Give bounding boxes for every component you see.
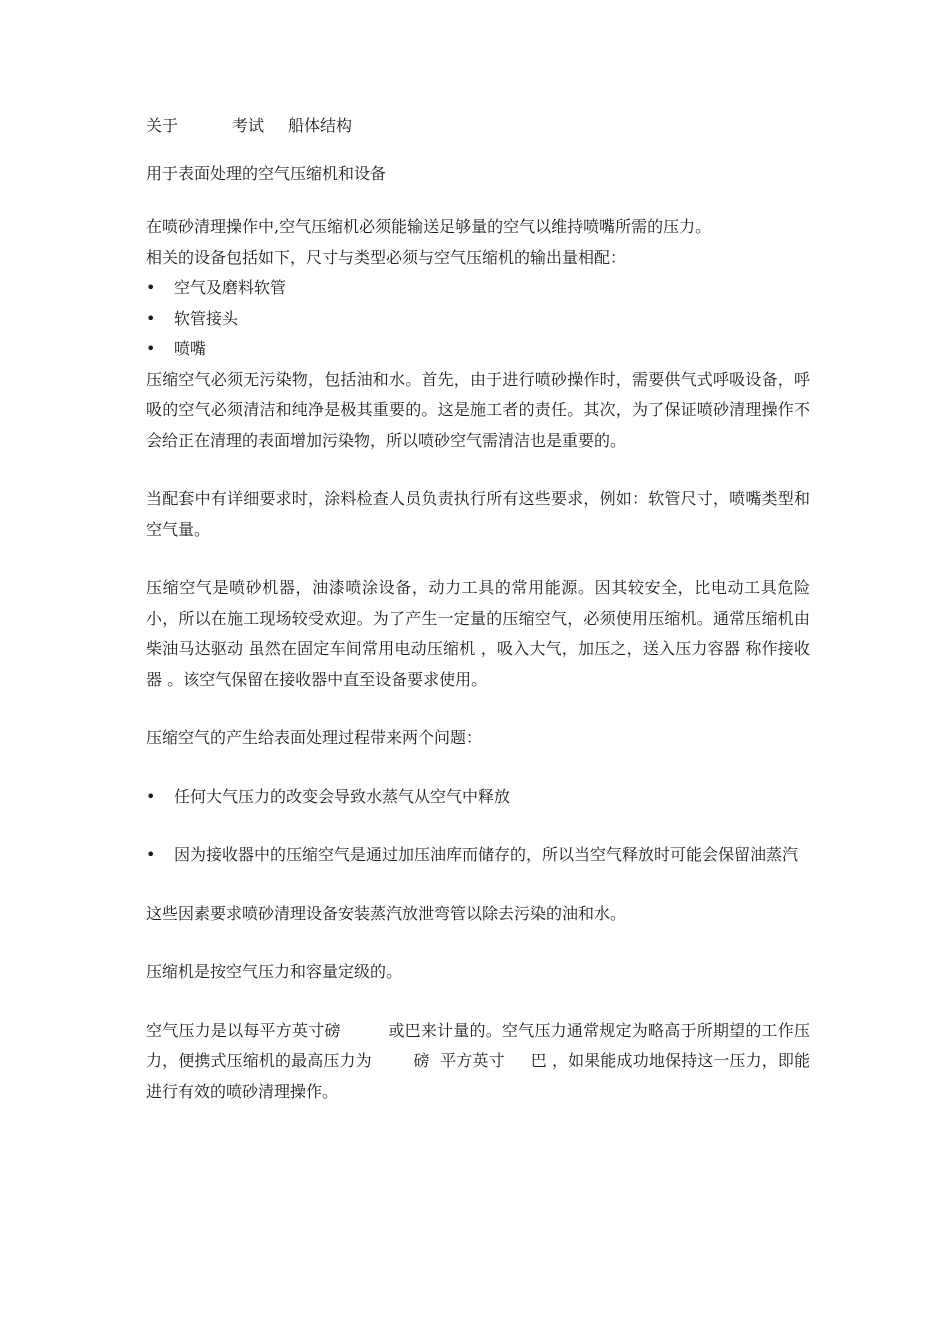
list-item	[146, 273, 810, 304]
paragraph-rating: 压缩机是按空气压力和容量定级的。	[146, 962, 403, 981]
intro-line-1: 在喷砂清理操作中,空气压缩机必须能输送足够量的空气以维持喷嘴所需的压力。	[146, 217, 712, 236]
spacer	[146, 988, 810, 1016]
paragraph-energy: 压缩空气是喷砂机器，油漆喷涂设备，动力工具的常用能源。因其较安全，比电动工具危险小，所以在施工现场较受欢迎。为了产生一定量的压缩空气，必须使用压缩机。通常压缩机由柴油马达驱动 虽然在固定车间常用电动压缩机 ，吸入大气，加压之，送入压力容器 称作接收器 。该空气保留在接收器中直至设备要求使用。	[146, 578, 810, 689]
problem-item-2	[146, 840, 810, 871]
problem-text: 因为接收器中的压缩空气是通过加压油库而储存的，所以当空气释放时可能会保留油蒸汽	[174, 845, 799, 864]
problem-text: 任何大气压力的改变会导致水蒸气从空气中释放	[174, 786, 511, 806]
bullet-icon: •	[146, 308, 156, 328]
bullet-icon: •	[146, 786, 156, 806]
spacer	[146, 456, 810, 484]
paragraph-pressure: 空气压力是以每平方英寸磅 或巴来计量的。空气压力通常规定为略高于所期望的工作压力，便携式压缩机的最高压力为 磅 平方英寸 巴 ，如果能成功地保持这一压力，即能进行有效的喷砂清理操作。	[146, 1020, 810, 1101]
list-item	[146, 334, 810, 365]
document-page	[146, 112, 810, 1107]
header-part-3: 船体结构	[288, 116, 353, 135]
list-item	[146, 304, 810, 335]
section-title: 用于表面处理的空气压缩机和设备	[146, 164, 387, 183]
spacer	[146, 545, 810, 573]
paragraph-problems: 压缩空气的产生给表面处理过程带来两个问题：	[146, 728, 483, 747]
list-item-text: 软管接头	[174, 308, 239, 328]
problem-item-1	[146, 782, 810, 813]
spacer	[146, 929, 810, 957]
bullet-icon: •	[146, 278, 156, 297]
header-part-1: 关于	[146, 116, 179, 135]
spacer	[146, 812, 810, 840]
bullet-icon: •	[146, 339, 156, 358]
spacer	[146, 695, 810, 723]
intro-line-2: 相关的设备包括如下，尺寸与类型必须与空气压缩机的输出量相配：	[146, 247, 627, 267]
paragraph-factors: 这些因素要求喷砂清理设备安装蒸汽放泄弯管以除去污染的油和水。	[146, 903, 627, 923]
list-item-text: 空气及磨料软管	[174, 278, 287, 297]
equipment-list	[146, 273, 810, 365]
header-part-2: 考试	[232, 116, 265, 135]
spacer	[146, 871, 810, 899]
document-header	[146, 112, 810, 140]
spacer	[146, 754, 810, 782]
list-item-text: 喷嘴	[174, 339, 207, 358]
paragraph-inspector: 当配套中有详细要求时，涂料检查人员负责执行所有这些要求，例如：软管尺寸，喷嘴类型和空气量。	[146, 489, 810, 539]
paragraph-clean-air: 压缩空气必须无污染物，包括油和水。首先，由于进行喷砂操作时，需要供气式呼吸设备，呼吸的空气必须清洁和纯净是极其重要的。这是施工者的责任。其次，为了保证喷砂清理操作不会给正在清理的表面增加污染物，所以喷砂空气需清洁也是重要的。	[146, 369, 810, 450]
bullet-icon: •	[146, 845, 156, 864]
